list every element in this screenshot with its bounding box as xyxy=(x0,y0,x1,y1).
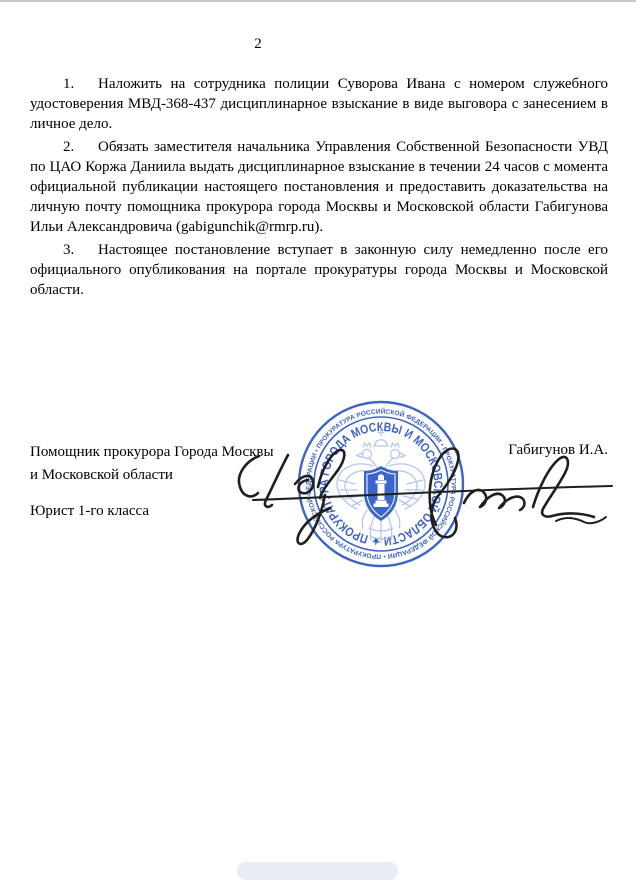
paragraph-number: 2. xyxy=(63,139,75,155)
page-top-divider xyxy=(0,0,636,2)
bottom-page-widget xyxy=(237,862,398,880)
signer-position xyxy=(30,441,274,487)
stamp-shield-icon xyxy=(364,466,398,521)
stamp-outer-ring-text: ПРОКУРАТУРА РОССИЙСКОЙ ФЕДЕРАЦИИ • ПРОКУРАТУРА РОССИЙСКОЙ ФЕДЕРАЦИИ • ПРОКУРАТУРА РОССИЙСКОЙ ФЕДЕРАЦИИ • xyxy=(305,408,457,560)
page-number: 2 xyxy=(254,36,262,52)
signer-position-line1: Помощник прокурора Города Москвы xyxy=(30,444,274,460)
paragraph xyxy=(30,240,608,300)
paragraph-text: Наложить на сотрудника полиции Суворова Ивана с номером служебного удостоверения МВД-368-437 дисциплинарное взыскание в виде выговора с занесением в личное дело. xyxy=(30,76,608,132)
paragraph-number: 3. xyxy=(63,242,75,258)
prosecutor-stamp-icon xyxy=(297,400,465,568)
document-body xyxy=(30,74,608,303)
paragraph xyxy=(30,137,608,237)
paragraph-number: 1. xyxy=(63,76,75,92)
signer-position-line2: и Московской области xyxy=(30,467,173,483)
paragraph-text: Обязать заместителя начальника Управления Собственной Безопасности УВД по ЦАО Коржа Даниила выдать дисциплинарное взыскание в течении 24 часов с момента официальной публикации настоящего постановления и предоставить доказательства на личную почту помощника прокурора города Москвы и Московской области Габигунова Ильи Александровича (gabigunchik@rmrp.ru). xyxy=(30,139,608,235)
signer-rank: Юрист 1-го класса xyxy=(30,503,150,519)
paragraph xyxy=(30,74,608,134)
signer-name: Габигунов И.А. xyxy=(508,442,608,458)
stamp-inner-ring-text: ★ ПРОКУРАТУРА ГОРОДА МОСКВЫ И МОСКОВСКОЙ ОБЛАСТИ xyxy=(316,419,446,549)
paragraph-text: Настоящее постановление вступает в законную силу немедленно после его официального опубликования на портале прокуратуры города Москвы и Московской области. xyxy=(30,242,608,298)
